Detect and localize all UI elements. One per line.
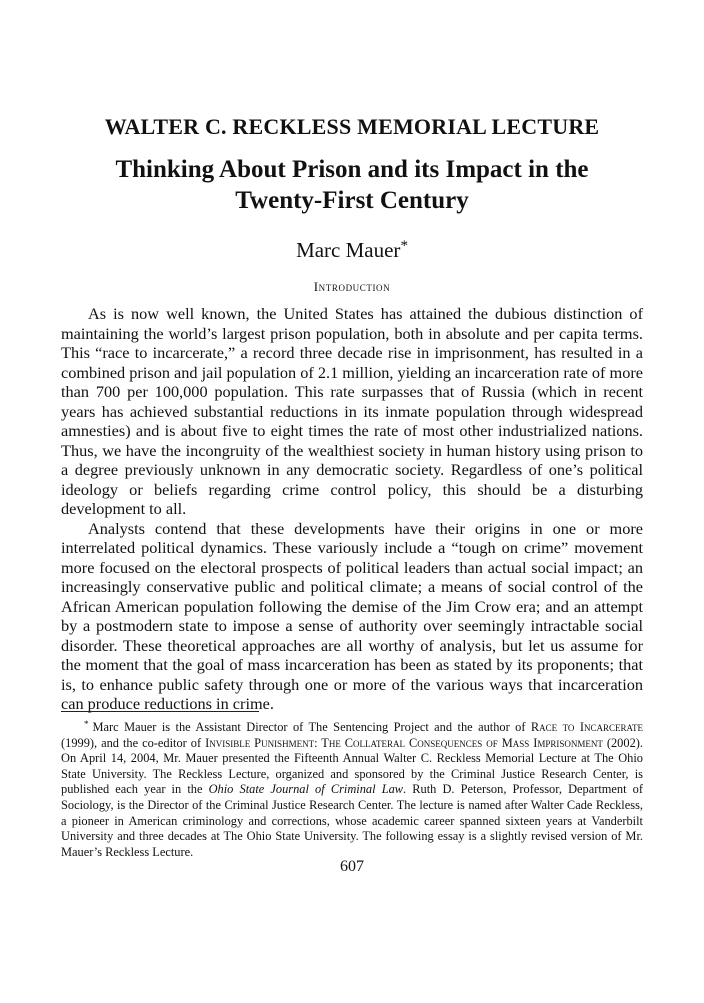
footnote-text: . Ruth D. Peterson, Professor, Department of Sociology, is the Director of the Criminal Justice Research Center. The lecture is named after Walter Cade Reckless, a pioneer in American criminology and corrections, whose academic career spanned sixteen years at Vanderbilt University and three decades at The Ohio State University. The following essay is a slightly revised version of Mr. Mauer’s Reckless Lecture. — [61, 782, 643, 859]
body-paragraph: As is now well known, the United States has attained the dubious distinction of maintaining the world’s largest prison population, both in absolute and per capita terms. This “race to incarcerate,” a record three decade rise in imprisonment, has resulted in a combined prison and jail population of 2.1 million, yielding an incarceration rate of more than 700 per 100,000 population. This rate surpasses that of Russia (which in recent years has achieved substantial reductions in its inmate population through widespread amnesties) and is about five to eight times the rate of most other industrialized nations. Thus, we have the incongruity of the wealthiest society in human history using prison to a degree previously unknown in any democratic society. Regardless of one’s political ideology or beliefs regarding crime control policy, this should be a disturbing development to all. — [61, 304, 643, 518]
footnote-book-title: Invisible Punishment: The Collateral Consequences of Mass Imprisonment — [205, 735, 603, 750]
page-number: 607 — [340, 858, 364, 875]
lecture-series-title: WALTER C. RECKLESS MEMORIAL LECTURE — [104, 114, 600, 139]
author-name: Marc Mauer — [296, 238, 401, 262]
footnote-journal-title: Ohio State Journal of Criminal Law — [208, 782, 404, 797]
article-title-line-1: Thinking About Prison and its Impact in the — [115, 156, 589, 183]
author-byline — [0, 238, 704, 263]
footnote — [61, 717, 643, 860]
body-paragraph: Analysts contend that these developments have their origins in one or more interrelated political dynamics. These variously include a “tough on crime” movement more focused on the electoral prospects of political leaders than actual social impact; an increasingly conservative public and political climate; a means of social control of the African American population following the demise of the Jim Crow era; and an attempt by a postmodern state to impose a sense of authority over seemingly intractable social disorder. These theoretical approaches are all worthy of analysis, but let us assume for the moment that the goal of mass incarceration has been as stated by its proponents; that is, to enhance public safety through one or more of the various ways that incarceration can produce reductions in crime. — [61, 518, 643, 713]
footnote-text: (1999), and the co-editor of — [61, 735, 206, 750]
footnote-mark: * — [84, 719, 89, 729]
body-text — [61, 304, 643, 714]
footnote-paragraph — [61, 717, 643, 860]
article-title-line-2: Twenty-First Century — [235, 187, 469, 214]
article-title — [80, 154, 624, 216]
footnote-book-title: Race to Incarcerate — [530, 720, 643, 734]
footnote-text: Marc Mauer is the Assistant Director of The Sentencing Project and the author of — [92, 720, 531, 734]
footnote-divider — [61, 711, 259, 712]
footnote-text: (2002). On April 14, 2004, Mr. Mauer presented the Fifteenth Annual Walter C. Reckless Memorial Lecture at The Ohio State University. The Reckless Lecture, organized and sponsored by the Criminal Justice Research Center, is published each year in the — [61, 735, 643, 797]
author-footnote-mark: * — [400, 238, 408, 254]
section-heading: Introduction — [313, 279, 391, 294]
